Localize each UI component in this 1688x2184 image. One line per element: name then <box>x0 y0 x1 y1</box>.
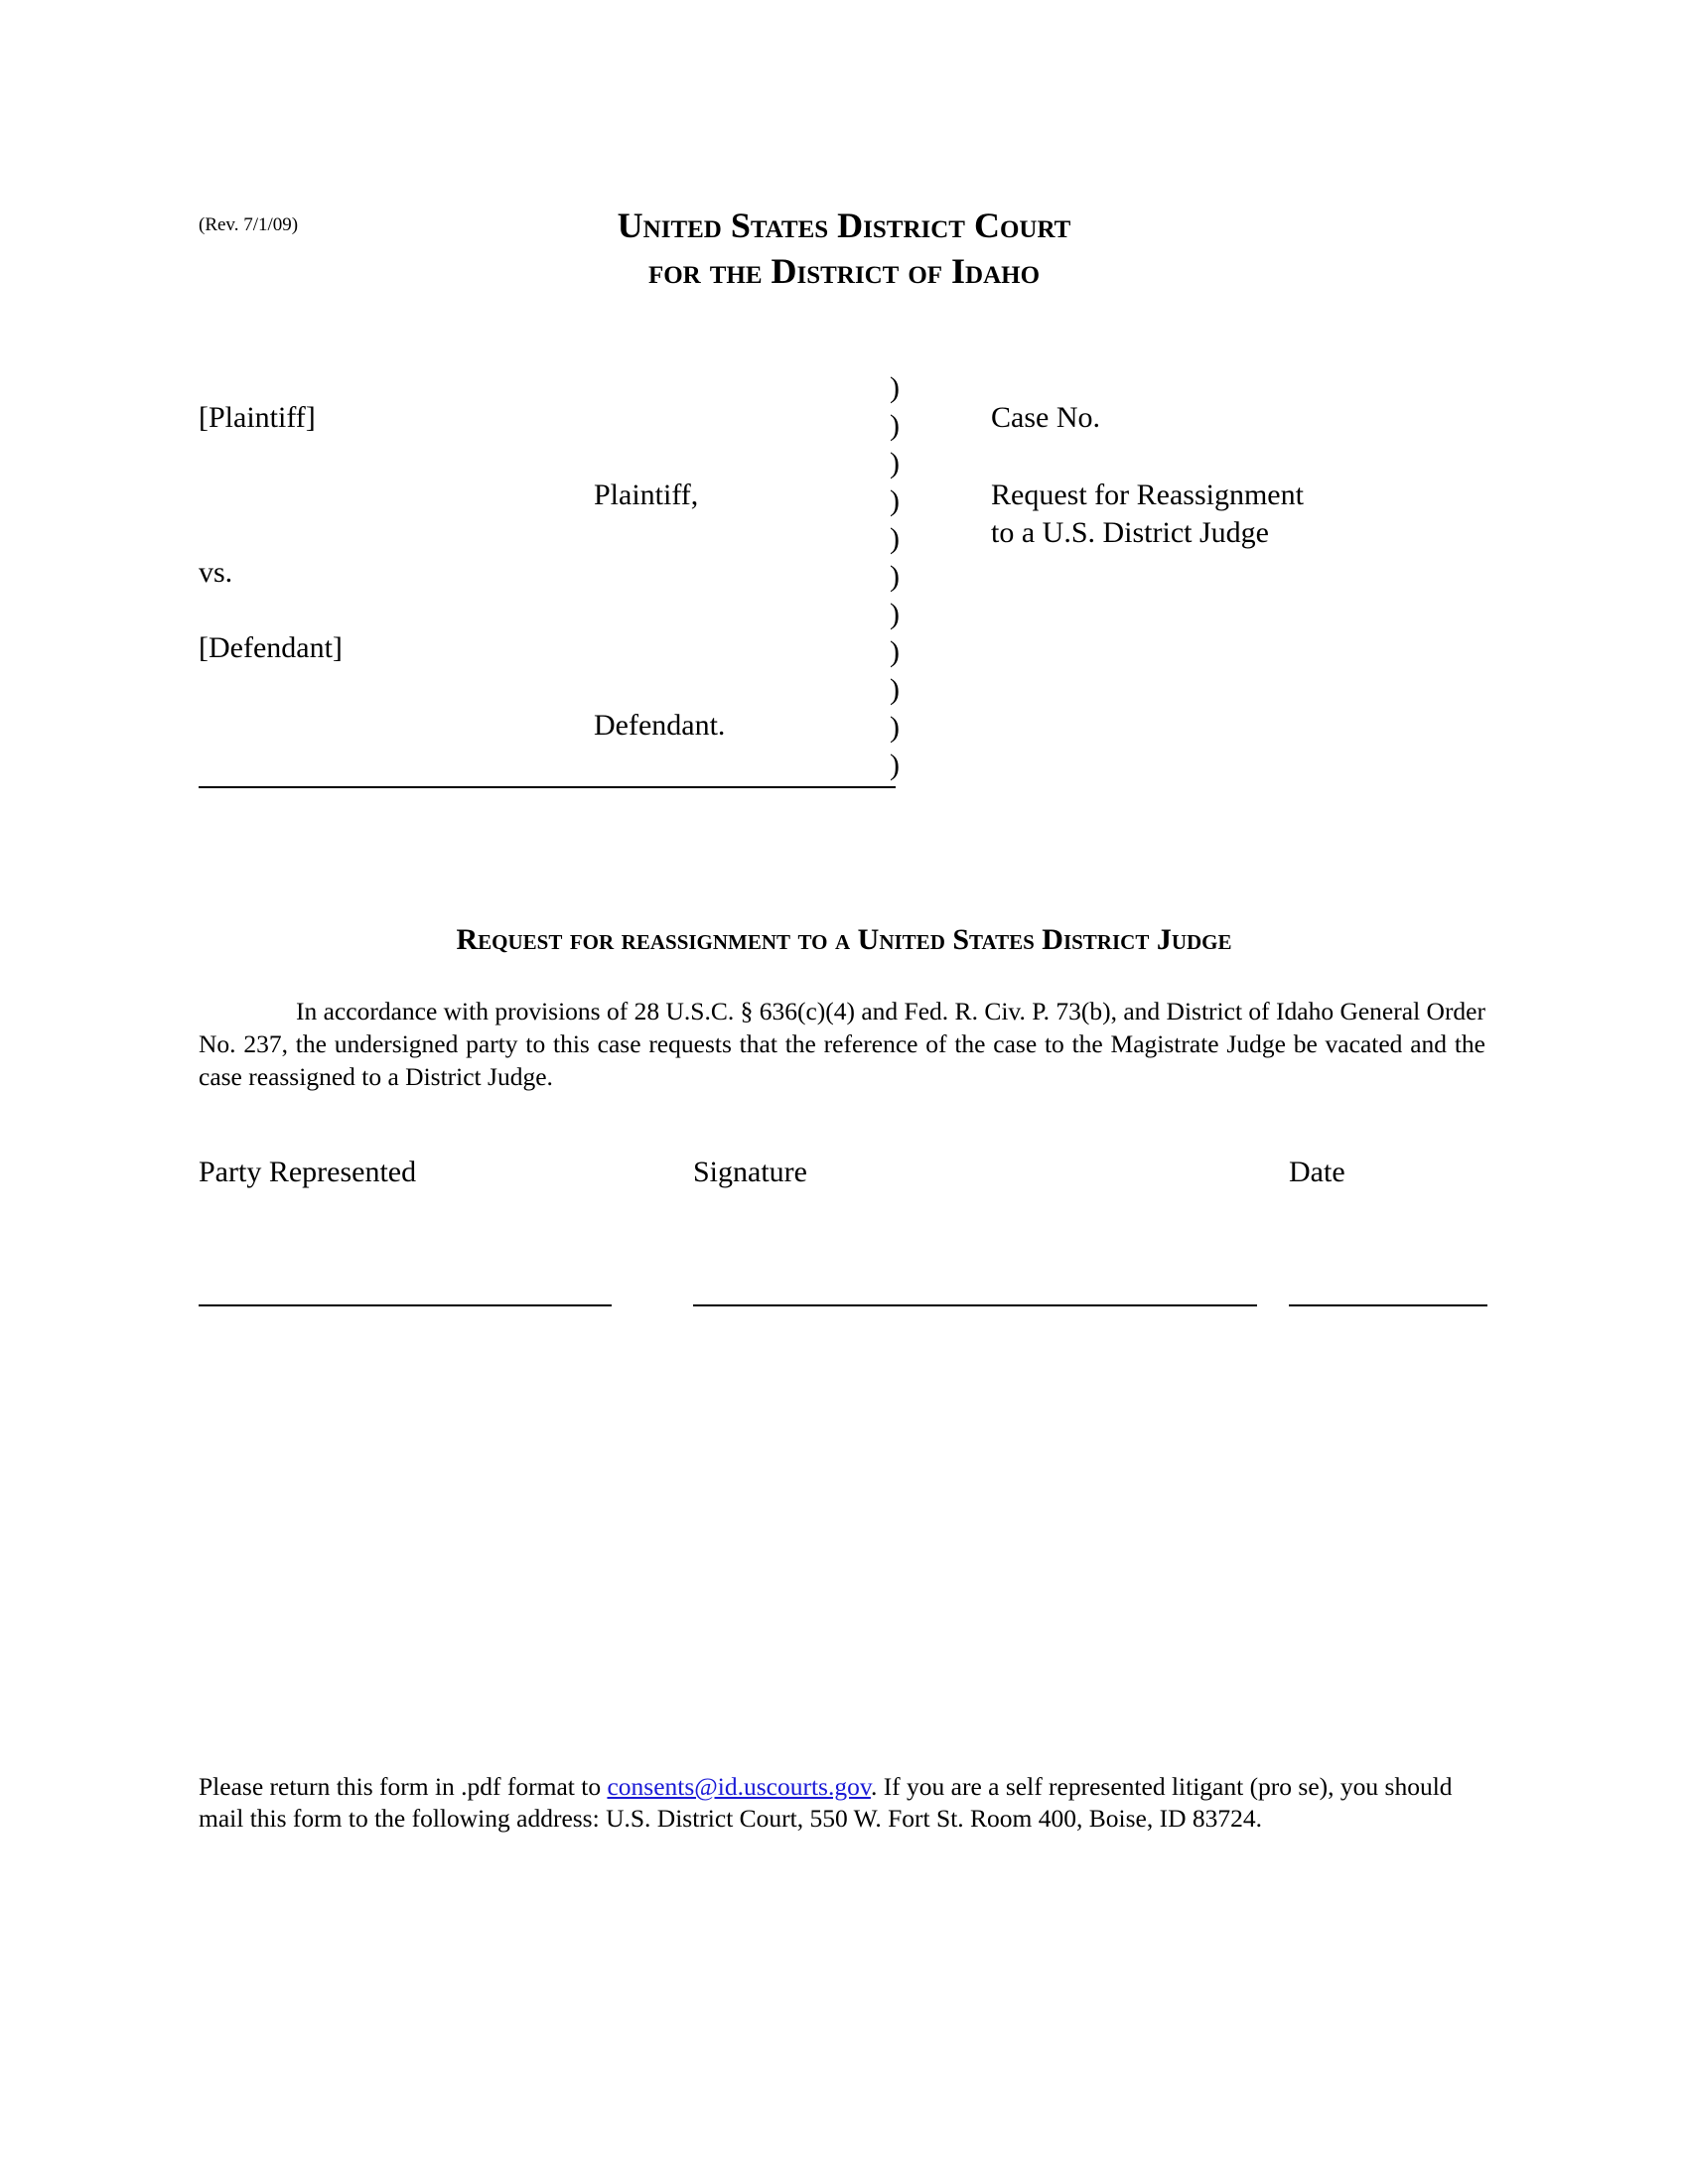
court-title-line1: United States District Court <box>617 205 1071 245</box>
caption-paren: ) <box>890 409 900 442</box>
caption-paren: ) <box>890 560 900 593</box>
defendant-placeholder: [Defendant] <box>199 631 343 664</box>
plaintiff-role: Plaintiff, <box>594 478 699 511</box>
caption-paren: ) <box>890 371 900 404</box>
court-title-line2: for the District of Idaho <box>647 251 1041 291</box>
footer-text-after-email: . If you are a self represented litigant (pro se), you should mail this form to the following address: U.S. District Court, 550 W. Fort St. Room 400, Boise, ID 83724. <box>199 1772 1453 1833</box>
caption-paren: ) <box>890 522 900 555</box>
caption-paren: ) <box>890 673 900 706</box>
defendant-role: Defendant. <box>594 709 726 742</box>
request-body-text: In accordance with provisions of 28 U.S.C. § 636(c)(4) and Fed. R. Civ. P. 73(b), and District of Idaho General Order No. 237, the undersigned party to this case requests that the reference of the case to the Magistrate Judge be vacated and the case reassigned to a District Judge. <box>199 997 1485 1091</box>
caption-underline <box>199 786 896 788</box>
footer-text-before-email: Please return this form in .pdf format to <box>199 1772 608 1801</box>
party-represented-label: Party Represented <box>199 1156 417 1188</box>
date-label: Date <box>1289 1156 1345 1188</box>
signature-line[interactable] <box>693 1304 1257 1306</box>
document-title-line2: to a U.S. District Judge <box>991 516 1269 549</box>
date-line[interactable] <box>1289 1304 1487 1306</box>
email-link[interactable]: consents@id.uscourts.gov <box>607 1772 871 1801</box>
document-title-line1: Request for Reassignment <box>991 478 1304 511</box>
caption-paren: ) <box>890 635 900 668</box>
caption-paren: ) <box>890 711 900 744</box>
versus-label: vs. <box>199 556 233 589</box>
caption-paren: ) <box>890 598 900 630</box>
caption-paren: ) <box>890 447 900 479</box>
revision-date: (Rev. 7/1/09) <box>199 214 299 235</box>
section-heading: Request for reassignment to a United States District Judge <box>456 923 1232 956</box>
footer-instructions <box>199 1771 1485 1835</box>
caption-paren: ) <box>890 749 900 781</box>
case-number-label: Case No. <box>991 401 1100 434</box>
plaintiff-placeholder: [Plaintiff] <box>199 401 316 434</box>
signature-label: Signature <box>693 1156 807 1188</box>
party-represented-line[interactable] <box>199 1304 612 1306</box>
caption-paren: ) <box>890 484 900 517</box>
